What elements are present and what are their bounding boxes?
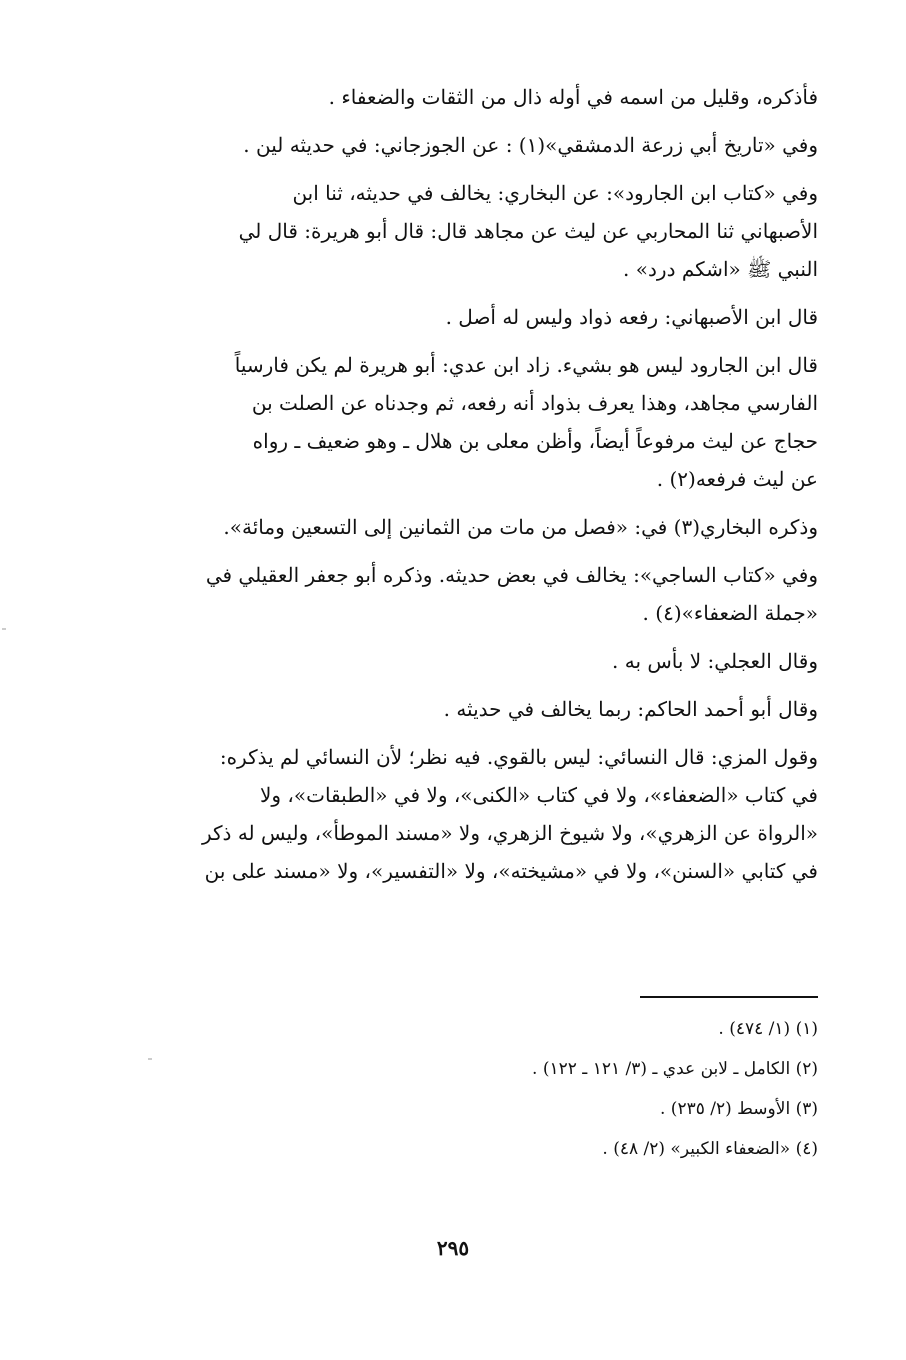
text-line: قال ابن الجارود ليس هو بشيء. زاد ابن عدي: أبو هريرة لم يكن فارسياً [234, 353, 818, 377]
text-line: وذكره البخاري(٣) في: «فصل من مات من الثمانين إلى التسعين ومائة». [223, 515, 818, 539]
page-number: ٢٩٥ [436, 1236, 470, 1260]
paragraph-10 [108, 738, 818, 890]
main-text [108, 78, 818, 900]
paragraph-8 [108, 642, 818, 680]
scan-mark [148, 1058, 152, 1060]
text-line: وفي «كتاب الساجي»: يخالف في بعض حديثه. وذكره أبو جعفر العقيلي في [205, 563, 818, 587]
text-line: الفارسي مجاهد، وهذا يعرف بذواد أنه رفعه، ثم وجدناه عن الصلت بن [251, 391, 818, 415]
text-line: فأذكره، وقليل من اسمه في أوله ذال من الثقات والضعفاء . [328, 85, 818, 109]
text-line: قال ابن الأصبهاني: رفعه ذواد وليس له أصل . [445, 305, 818, 329]
paragraph-5 [108, 346, 818, 498]
footnote-1: (١) (١/ ٤٧٤) . [718, 1019, 818, 1039]
text-line: النبي ﷺ «اشكم درد» . [623, 257, 818, 281]
text-line: الأصبهاني ثنا المحاربي عن ليث عن مجاهد قال: قال أبو هريرة: قال لي [238, 219, 818, 243]
paragraph-6 [108, 508, 818, 546]
text-line: «الرواة عن الزهري»، ولا شيوخ الزهري، ولا «مسند الموطأ»، وليس له ذكر [202, 821, 818, 845]
paragraph-2 [108, 126, 818, 164]
text-line: عن ليث فرفعه(٢) . [656, 467, 818, 491]
text-line: وقال العجلي: لا بأس به . [612, 649, 818, 673]
footnote-separator [640, 996, 818, 998]
text-line: وفي «كتاب ابن الجارود»: عن البخاري: يخالف في حديثه، ثنا ابن [292, 181, 818, 205]
paragraph-9 [108, 690, 818, 728]
paragraph-7 [108, 556, 818, 632]
footnote-4: (٤) «الضعفاء الكبير» (٢/ ٤٨) . [602, 1139, 818, 1159]
text-line: وقال أبو أحمد الحاكم: ربما يخالف في حديثه . [443, 697, 818, 721]
paragraph-3 [108, 174, 818, 288]
footnotes [108, 1012, 818, 1172]
text-line: وفي «تاريخ أبي زرعة الدمشقي»(١) : عن الجوزجاني: في حديثه لين . [243, 133, 818, 157]
footnote-3: (٣) الأوسط (٢/ ٢٣٥) . [659, 1099, 818, 1119]
text-line: في كتابي «السنن»، ولا في «مشيخته»، ولا «التفسير»، ولا «مسند على بن [204, 859, 818, 883]
paragraph-4 [108, 298, 818, 336]
text-line: «جملة الضعفاء»(٤) . [642, 601, 818, 625]
text-line: في كتاب «الضعفاء»، ولا في كتاب «الكنى»، ولا في «الطبقات»، ولا [260, 783, 818, 807]
footnote-2: (٢) الكامل ـ لابن عدي ـ (٣/ ١٢١ ـ ١٢٢) . [532, 1059, 818, 1079]
scan-mark [2, 628, 6, 630]
paragraph-1 [108, 78, 818, 116]
text-line: حجاج عن ليث مرفوعاً أيضاً، وأظن معلى بن هلال ـ وهو ضعيف ـ رواه [252, 429, 818, 453]
text-line: وقول المزي: قال النسائي: ليس بالقوي. فيه نظر؛ لأن النسائي لم يذكره: [219, 745, 818, 769]
